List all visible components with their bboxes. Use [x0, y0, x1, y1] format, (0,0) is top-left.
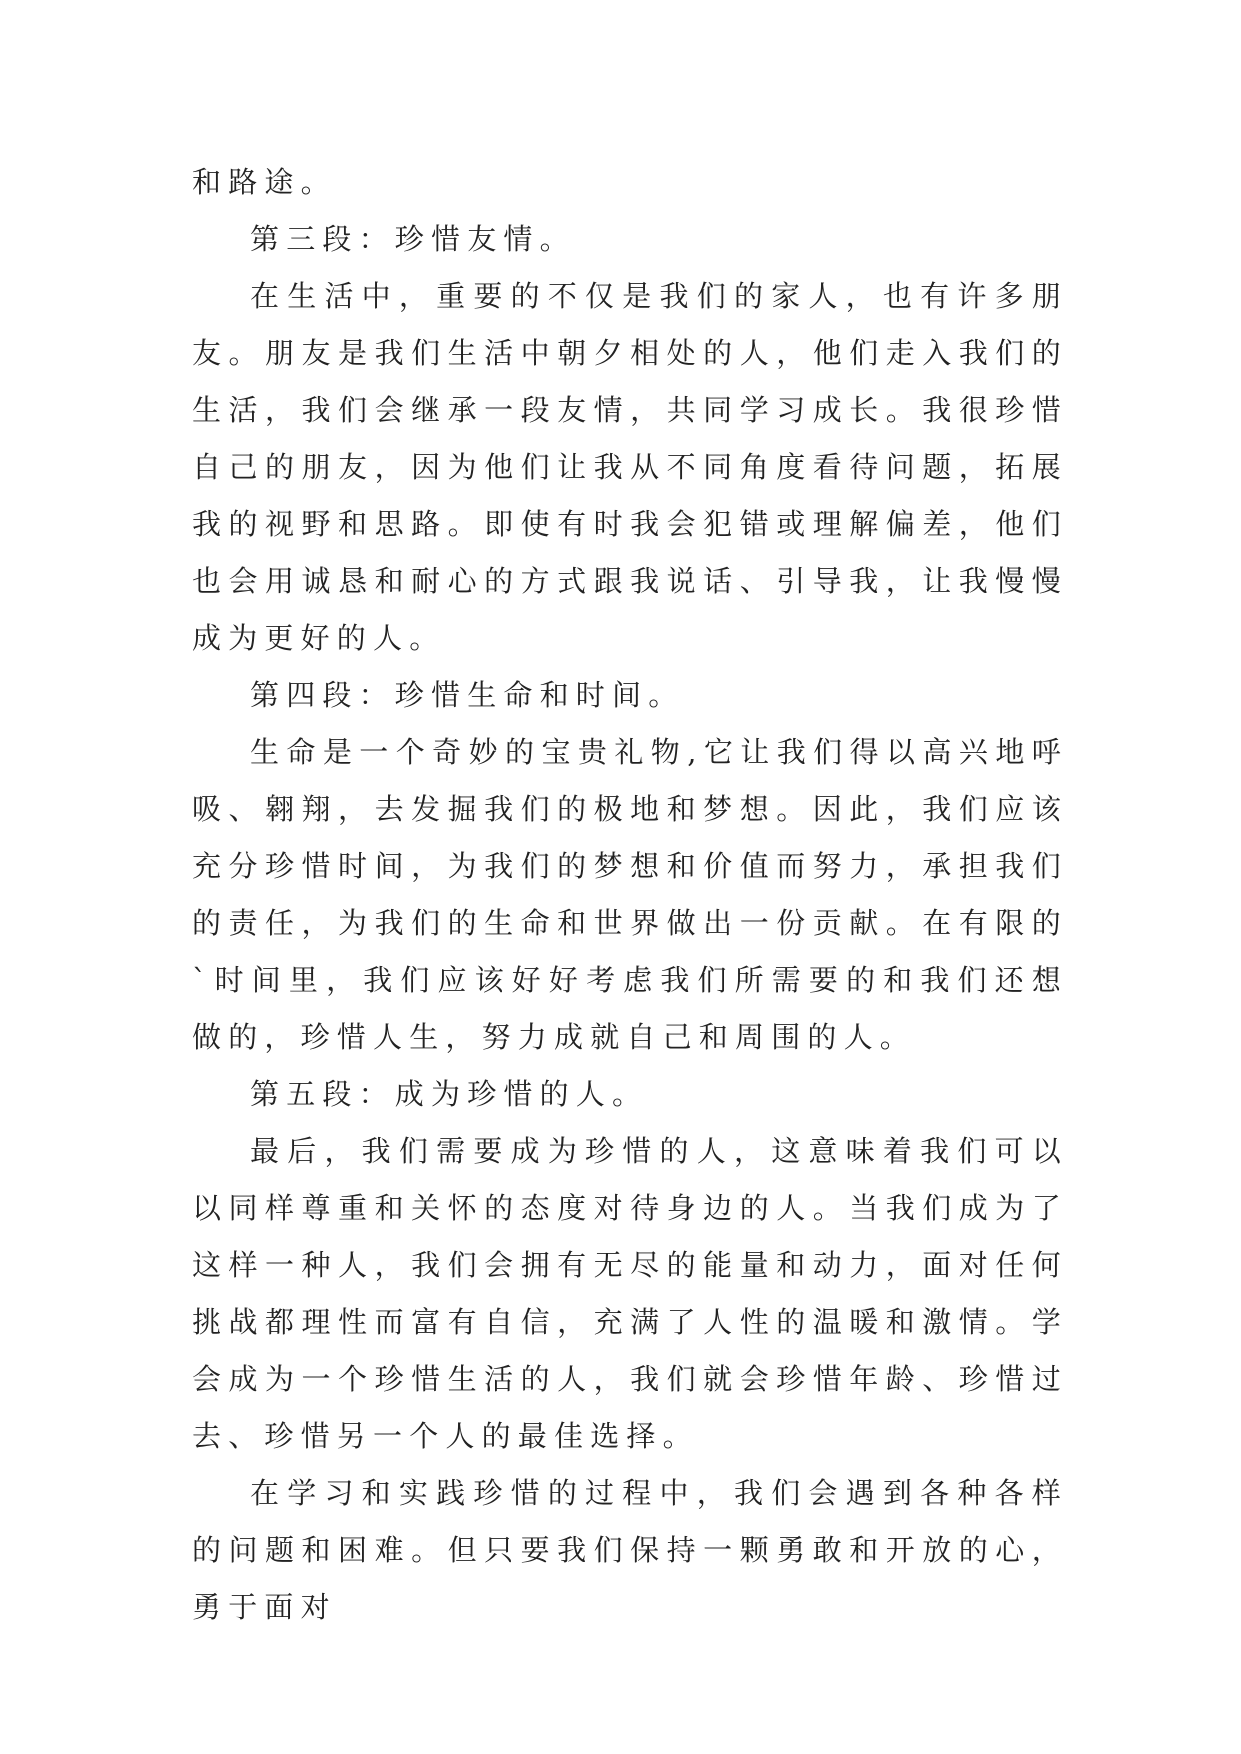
section-heading-four: 第四段：珍惜生命和时间。	[250, 678, 685, 712]
paragraph-become-cherishing: 最后，我们需要成为珍惜的人，这意味着我们可以以同样尊重和关怀的态度对待身边的人。当我们成为了这样一种人，我们会拥有无尽的能量和动力，面对任何挑战都理性而富有自信，充满了人性的温暖和激情。学会成为一个珍惜生活的人，我们就会珍惜年龄、珍惜过去、珍惜另一个人的最佳选择。	[192, 1134, 1068, 1453]
section-heading-three: 第三段：珍惜友情。	[250, 222, 576, 256]
paragraph-continuation: 和路途。	[192, 165, 337, 199]
document-body	[192, 154, 1068, 1636]
paragraph-learning-practice: 在学习和实践珍惜的过程中，我们会遇到各种各样的问题和困难。但只要我们保持一颗勇敢和开放的心，勇于面对	[192, 1476, 1068, 1624]
paragraph-friendship: 在生活中，重要的不仅是我们的家人，也有许多朋友。朋友是我们生活中朝夕相处的人，他们走入我们的生活，我们会继承一段友情，共同学习成长。我很珍惜自己的朋友，因为他们让我从不同角度看待问题，拓展我的视野和思路。即使有时我会犯错或理解偏差，他们也会用诚恳和耐心的方式跟我说话、引导我，让我慢慢成为更好的人。	[192, 279, 1068, 655]
paragraph-life-and-time: 生命是一个奇妙的宝贵礼物,它让我们得以高兴地呼吸、翱翔，去发掘我们的极地和梦想。因此，我们应该充分珍惜时间，为我们的梦想和价值而努力，承担我们的责任，为我们的生命和世界做出一份贡献。在有限的`时间里，我们应该好好考虑我们所需要的和我们还想做的，珍惜人生，努力成就自己和周围的人。	[192, 735, 1068, 1054]
section-heading-five: 第五段：成为珍惜的人。	[250, 1077, 649, 1111]
